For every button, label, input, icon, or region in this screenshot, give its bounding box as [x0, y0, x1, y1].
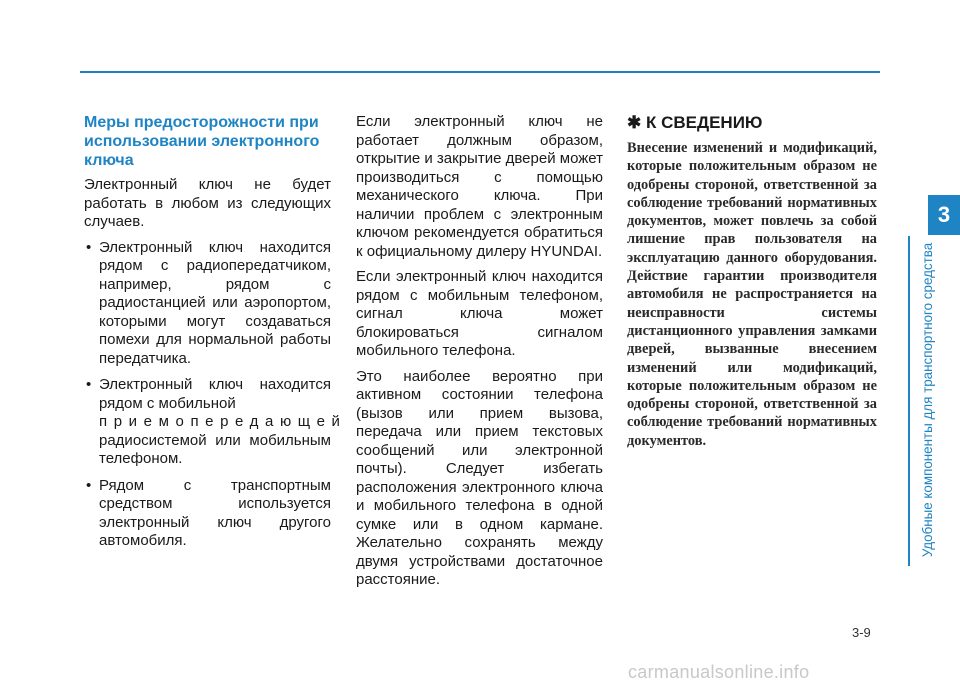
- list-item-text-spaced: приемопередающей: [99, 413, 347, 430]
- column-precautions: [84, 113, 347, 559]
- paragraph: Это наиболее вероятно при активном состоянии телефона (вызов или прием вызова, передача или прием текстовых сообщений или электронной почты). Следует избегать расположения электронного ключа и мобильного телефона в одной сумке или в одном кармане. Желательно сохранять между двумя устройствами достаточное расстояние.: [356, 367, 603, 588]
- list-item-text-part: Электронный ключ находится рядом с мобильной: [99, 376, 331, 412]
- list-item-text: [99, 376, 347, 467]
- paragraph: Если электронный ключ находится рядом с мобильным телефоном, сигнал ключа может блокироваться сигналом мобильного телефона.: [356, 268, 603, 359]
- chapter-label: Удобные компоненты для транспортного средства: [920, 242, 935, 558]
- column-info: [627, 113, 877, 450]
- list-item-text-part: радиосистемой или мобильным телефоном.: [99, 431, 331, 467]
- list-item-text: Электронный ключ находится рядом с радиопередатчиком, например, рядом с радиостанцией или аэропортом, которыми могут создаваться помехи для нормальной работы передатчика.: [99, 238, 331, 367]
- bullet-icon: •: [86, 476, 92, 494]
- conditions-list: [84, 238, 347, 551]
- chapter-tab: 3: [928, 195, 960, 235]
- info-title: [627, 113, 877, 133]
- info-title-text: К СВЕДЕНИЮ: [645, 113, 763, 132]
- asterisk-icon: ✱: [627, 113, 642, 132]
- section-heading: Меры предосторожности при использовании электронного ключа: [84, 114, 320, 169]
- list-item: [84, 239, 331, 369]
- list-item: [84, 477, 331, 551]
- side-rule: [908, 236, 910, 566]
- page-number: 3-9: [852, 625, 871, 640]
- top-rule: [80, 71, 880, 73]
- watermark: carmanualsonline.info: [628, 662, 810, 682]
- column-notes: [356, 113, 603, 597]
- bullet-icon: •: [86, 376, 92, 393]
- list-item: [84, 376, 347, 469]
- list-item-text: Рядом с транспортным средством используется электронный ключ другого автомобиля.: [99, 476, 331, 549]
- bullet-icon: •: [86, 238, 92, 256]
- paragraph: Если электронный ключ не работает должным образом, открытие и закрытие дверей может производиться с помощью механического ключа. При наличии проблем с электронным ключом рекомендуется обратиться к официальному дилеру HYUNDAI.: [356, 113, 603, 260]
- info-text: Внесение изменений и модификаций, которые положительным образом не одобрены стороной, ответственной за соблюдение требований нормативных документов, может повлечь за собой лишение прав пользователя на эксплуатацию данного оборудования. Действие гарантии производителя автомобиля не распространяется на неисправности системы дистанционного управления замками дверей, вызванные внесением изменений или модификаций, которые положительным образом не одобрены стороной, ответственной за соблюдение требований нормативных документов.: [627, 140, 877, 449]
- intro-paragraph: Электронный ключ не будет работать в любом из следующих случаев.: [84, 176, 331, 230]
